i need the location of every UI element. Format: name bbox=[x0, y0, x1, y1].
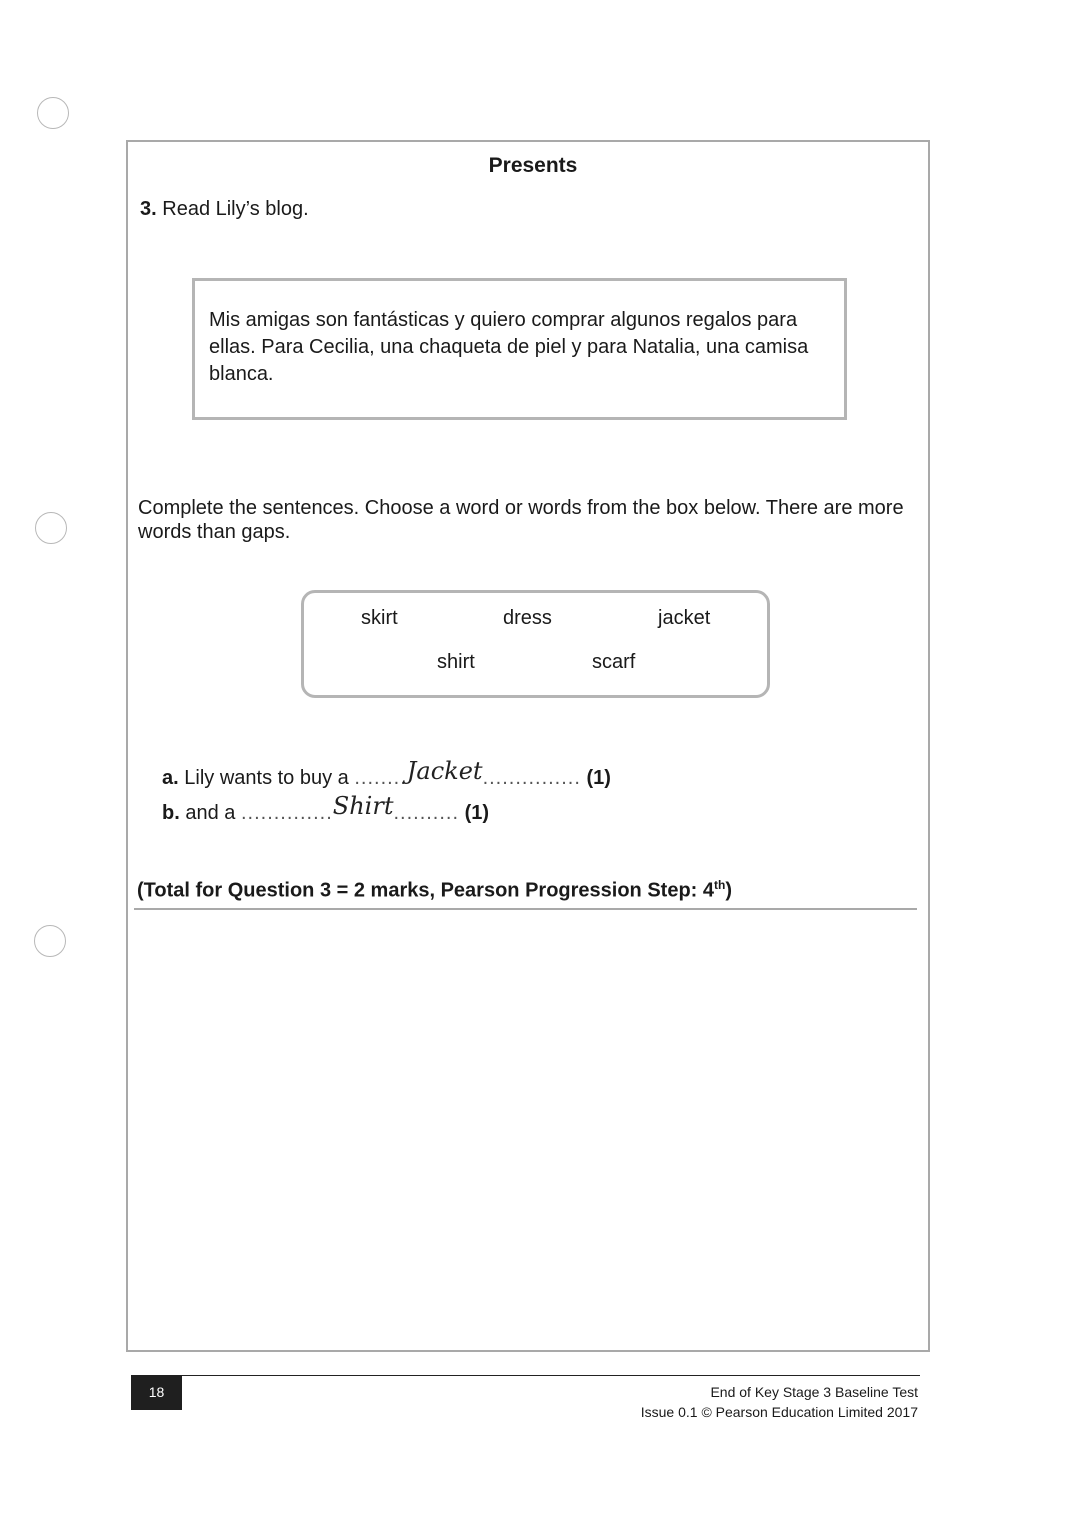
blog-text: Mis amigas son fantásticas y quiero comprar algunos regalos para ellas. Para Cecilia, una chaqueta de piel y para Natalia, una camisa blanca. bbox=[209, 309, 809, 385]
question-total bbox=[137, 878, 732, 903]
footer-text bbox=[641, 1382, 918, 1422]
handwritten-answer-b[interactable]: Shirt bbox=[332, 792, 394, 820]
answer-dots: .............. bbox=[240, 802, 333, 824]
footer-divider bbox=[182, 1375, 920, 1376]
punch-hole bbox=[37, 97, 69, 129]
total-divider bbox=[134, 908, 917, 910]
answer-label: a. bbox=[162, 767, 179, 789]
total-sup: th bbox=[714, 878, 726, 892]
word-shirt: shirt bbox=[437, 651, 475, 673]
footer-line-2: Issue 0.1 © Pearson Education Limited 2017 bbox=[640, 1404, 918, 1420]
footer-line-1: End of Key Stage 3 Baseline Test bbox=[710, 1384, 918, 1400]
answer-marks: (1) bbox=[586, 767, 611, 789]
answer-label: b. bbox=[162, 802, 180, 824]
question-intro bbox=[140, 198, 309, 221]
word-scarf: scarf bbox=[592, 651, 636, 673]
answer-marks: (1) bbox=[464, 802, 490, 824]
punch-hole bbox=[34, 925, 66, 957]
total-text: (Total for Question 3 = 2 marks, Pearson Progression Step: 4 bbox=[137, 879, 715, 902]
question-number: 3. bbox=[140, 198, 157, 220]
question-intro-text: Read Lily’s blog. bbox=[162, 198, 309, 220]
answer-dots: ............... bbox=[482, 767, 581, 789]
word-skirt: skirt bbox=[361, 607, 398, 629]
answer-prompt: Lily wants to buy a bbox=[184, 767, 349, 789]
handwritten-answer-a[interactable]: Jacket bbox=[406, 757, 483, 785]
instructions: Complete the sentences. Choose a word or words from the box below. There are more words than gaps. bbox=[138, 497, 904, 543]
answer-prompt: and a bbox=[185, 802, 236, 824]
page-title: Presents bbox=[488, 154, 578, 177]
answer-dots: .......... bbox=[393, 802, 460, 824]
punch-hole bbox=[35, 512, 67, 544]
answer-dots: ........ bbox=[354, 767, 407, 789]
word-box bbox=[301, 590, 770, 698]
total-close: ) bbox=[725, 879, 733, 902]
answer-line-b bbox=[162, 792, 490, 825]
page-number: 18 bbox=[131, 1375, 182, 1410]
word-jacket: jacket bbox=[658, 607, 711, 629]
answer-line-a bbox=[162, 757, 611, 790]
word-dress: dress bbox=[503, 607, 552, 629]
blog-box bbox=[192, 278, 847, 420]
